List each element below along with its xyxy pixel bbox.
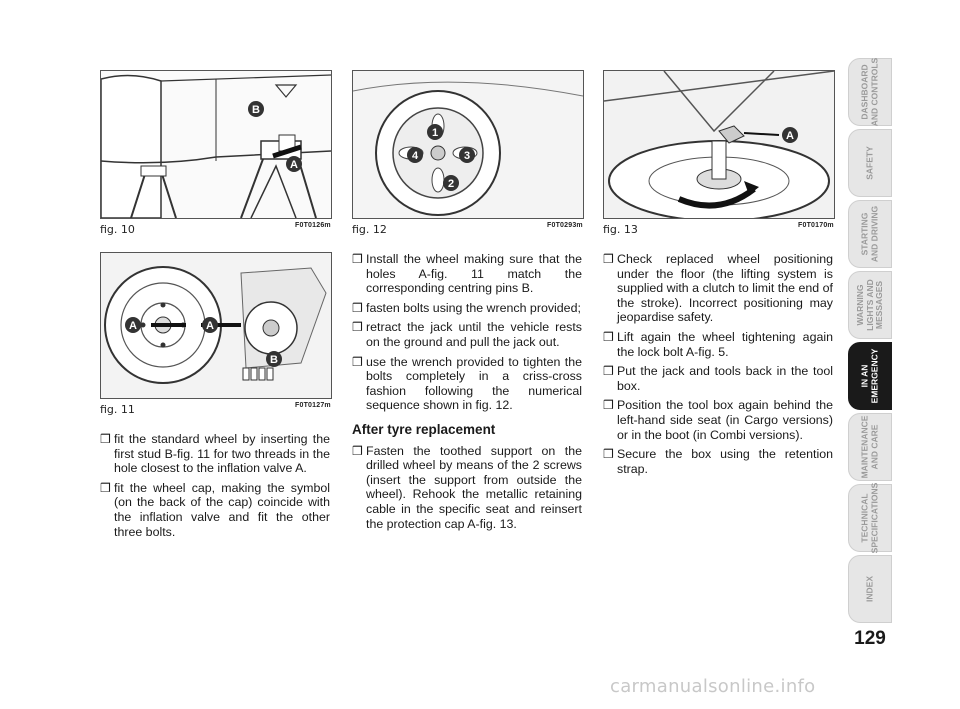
svg-text:A: A <box>206 320 214 332</box>
instruction-item: ❒ Install the wheel making sure that the holes A-fig. 11 match the corresponding centring pins B. <box>352 252 582 296</box>
instruction-item: ❒ fit the wheel cap, making the symbol (on the back of the cap) coincide with the inflation valve and fit the other three bolts. <box>100 480 330 539</box>
instruction-item: ❒ retract the jack until the vehicle rests on the ground and pull the jack out. <box>352 320 582 349</box>
svg-text:A: A <box>129 320 137 332</box>
callout-2 <box>443 175 459 191</box>
callout-b <box>248 101 264 117</box>
callout-1 <box>427 124 443 140</box>
bullet-icon: ❒ <box>100 480 111 495</box>
bullet-icon: ❒ <box>603 252 614 266</box>
tab-starting-and-driving[interactable]: STARTING AND DRIVING <box>848 200 892 268</box>
bullet-icon: ❒ <box>603 447 614 462</box>
svg-text:B: B <box>270 354 278 366</box>
figure-11-code: F0T0127m <box>295 402 331 409</box>
bullet-icon: ❒ <box>603 329 614 344</box>
figure-13-label: fig. 13 <box>603 223 638 236</box>
tab-warning-lights-and-messages[interactable]: WARNING LIGHTS AND MESSAGES <box>848 271 892 339</box>
figure-10-label: fig. 10 <box>100 223 135 236</box>
text-column-2 <box>352 252 582 536</box>
instruction-item: ❒ fit the standard wheel by inserting the first stud B-fig. 11 for two threads in the hole closest to the inflation valve A. <box>100 432 330 476</box>
instruction-item: ❒ Lift again the wheel tightening again the lock bolt A-fig. 5. <box>603 329 833 359</box>
figure-11-wheel-fitting <box>100 252 332 399</box>
svg-text:4: 4 <box>411 150 419 162</box>
bullet-icon: ❒ <box>352 300 363 315</box>
instruction-item: ❒ Position the tool box again behind the left-hand side seat (in Cargo versions) or in the boot (in Combi versions). <box>603 398 833 442</box>
callout-a-right <box>202 317 218 333</box>
figure-10-code: F0T0126m <box>295 222 331 229</box>
instruction-item: ❒ fasten bolts using the wrench provided; <box>352 300 581 315</box>
bullet-icon: ❒ <box>603 364 614 379</box>
tab-in-an-emergency[interactable]: IN AN EMERGENCY <box>848 342 892 410</box>
instruction-item: ❒ use the wrench provided to tighten the bolts completely in a criss-cross fashion following the numerical sequence shown in fig. 12. <box>352 354 582 413</box>
svg-text:2: 2 <box>447 178 455 190</box>
bullet-icon: ❒ <box>352 354 363 369</box>
svg-text:A: A <box>786 130 794 142</box>
instruction-item: ❒ Put the jack and tools back in the tool box. <box>603 364 833 393</box>
callout-4 <box>407 147 423 163</box>
tab-index[interactable]: INDEX <box>848 555 892 623</box>
tab-dashboard-and-controls[interactable]: DASHBOARD AND CONTROLS <box>848 58 892 126</box>
text-column-1 <box>100 432 330 544</box>
bullet-icon: ❒ <box>352 320 363 335</box>
figure-10-jack <box>100 70 332 219</box>
callout-a-left <box>125 317 141 333</box>
callout-a <box>782 127 798 143</box>
page-number: 129 <box>854 628 886 649</box>
svg-text:1: 1 <box>431 127 439 139</box>
svg-text:3: 3 <box>463 150 471 162</box>
bullet-icon: ❒ <box>352 443 363 458</box>
figure-13-code: F0T0170m <box>798 222 834 229</box>
svg-text:B: B <box>252 104 260 116</box>
tab-maintenance-and-care[interactable]: MAINTENANCE AND CARE <box>848 413 892 481</box>
figure-11-label: fig. 11 <box>100 403 135 416</box>
watermark: carmanualsonline.info <box>610 676 816 697</box>
bullet-icon: ❒ <box>100 432 111 446</box>
instruction-item: ❒ Fasten the toothed support on the drilled wheel by means of the 2 screws (insert the support from outside the wheel). Rehook the metallic retaining cable in the specific seat and reinsert the protection cap A-fig. 13. <box>352 443 582 531</box>
callout-3 <box>459 147 475 163</box>
tab-technical-specifications[interactable]: TECHNICAL SPECIFICATIONS <box>848 484 892 552</box>
svg-text:A: A <box>290 159 298 171</box>
figure-13-wheel-support <box>603 70 835 219</box>
callout-a <box>286 156 302 172</box>
bullet-icon: ❒ <box>603 398 614 413</box>
callout-b <box>266 351 282 367</box>
figure-12-label: fig. 12 <box>352 223 387 236</box>
instruction-item: ❒ Secure the box using the retention strap. <box>603 447 833 476</box>
section-heading: After tyre replacement <box>352 421 496 437</box>
figure-12-bolt-sequence <box>352 70 584 219</box>
instruction-item: ❒ Check replaced wheel positioning under the floor (the lifting system is supplied with a clutch to limit the end of the stroke). Incorrect positioning may jeopardise safety. <box>603 252 833 325</box>
bullet-icon: ❒ <box>352 252 363 266</box>
tab-safety[interactable]: SAFETY <box>848 129 892 197</box>
figure-12-code: F0T0293m <box>547 222 583 229</box>
text-column-3 <box>603 252 833 481</box>
